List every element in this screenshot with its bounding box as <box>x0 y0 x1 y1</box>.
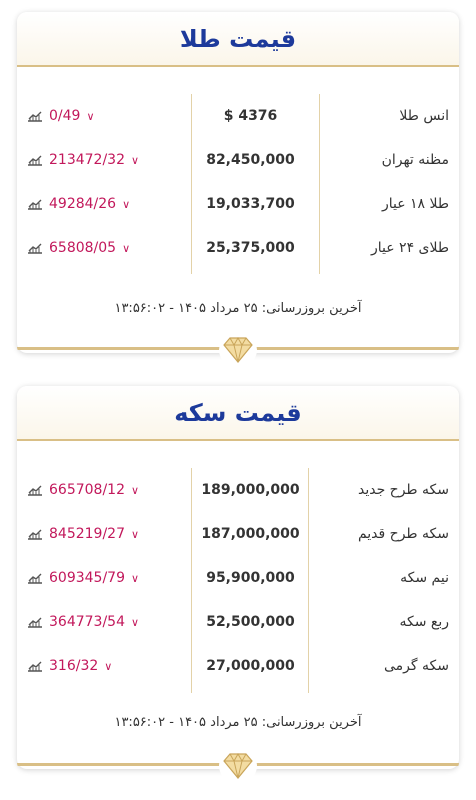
item-name: سکه طرح قدیم <box>357 526 449 542</box>
gold-row-18k[interactable] <box>17 182 459 226</box>
change-cell <box>17 570 192 586</box>
chevron-down-icon: ∨ <box>130 615 140 629</box>
change-value: 65808/05 <box>49 240 117 256</box>
diamond-icon <box>219 333 257 367</box>
coin-row-quarter[interactable] <box>17 600 459 644</box>
chevron-down-icon: ∨ <box>130 571 140 585</box>
item-name: سکه گرمی <box>384 658 449 674</box>
chevron-down-icon: ∨ <box>130 527 140 541</box>
chevron-down-icon: ∨ <box>130 153 140 167</box>
change-cell <box>17 108 192 124</box>
item-name: ربع سکه <box>399 614 449 630</box>
line-chart-icon[interactable] <box>27 660 43 672</box>
item-name: سکه طرح جدید <box>357 482 449 498</box>
chevron-down-icon: ∨ <box>122 241 131 255</box>
price-value: 187,000,000 <box>201 526 300 542</box>
price-value: 52,500,000 <box>206 614 295 630</box>
gold-price-card <box>17 12 459 353</box>
change-value: 845219/27 <box>49 526 125 542</box>
item-name: مظنه تهران <box>381 152 449 168</box>
chevron-down-icon: ∨ <box>86 109 95 123</box>
item-name: نیم سکه <box>400 570 449 586</box>
coin-price-card <box>17 386 459 769</box>
gold-row-ounce[interactable] <box>17 94 459 138</box>
change-value: 665708/12 <box>49 482 125 498</box>
change-cell <box>17 658 192 674</box>
change-cell <box>17 240 192 256</box>
price-value: 4376 $ <box>223 108 278 124</box>
gold-card-title: قیمت طلا <box>179 24 297 53</box>
change-cell <box>17 482 192 498</box>
gold-card-header <box>17 12 459 67</box>
change-cell <box>17 152 192 168</box>
card-footer-line <box>17 763 459 769</box>
gold-row-mazaneh[interactable] <box>17 138 459 182</box>
gold-row-24k[interactable] <box>17 226 459 270</box>
price-value: 82,450,000 <box>206 152 295 168</box>
price-value: 189,000,000 <box>201 482 300 498</box>
line-chart-icon[interactable] <box>27 484 43 496</box>
change-cell <box>17 526 192 542</box>
coin-card-header <box>17 386 459 441</box>
last-updated-text: آخرین بروزرسانی: ۲۵ مرداد ۱۴۰۵ - ۱۳:۵۶:۰۲ <box>114 715 362 730</box>
coin-row-half[interactable] <box>17 556 459 600</box>
change-value: 316/32 <box>49 658 99 674</box>
chevron-down-icon: ∨ <box>130 483 140 497</box>
coin-row-new[interactable] <box>17 468 459 512</box>
coin-card-title: قیمت سکه <box>174 398 302 427</box>
line-chart-icon[interactable] <box>27 528 43 540</box>
line-chart-icon[interactable] <box>27 572 43 584</box>
line-chart-icon[interactable] <box>27 110 43 122</box>
coin-row-old[interactable] <box>17 512 459 556</box>
line-chart-icon[interactable] <box>27 198 43 210</box>
card-footer-line <box>17 347 459 353</box>
coin-row-gram[interactable] <box>17 644 459 688</box>
last-updated-text: آخرین بروزرسانی: ۲۵ مرداد ۱۴۰۵ - ۱۳:۵۶:۰۲ <box>114 301 362 316</box>
item-name: انس طلا <box>399 108 449 124</box>
price-value: 95,900,000 <box>206 570 295 586</box>
change-value: 609345/79 <box>49 570 125 586</box>
diamond-icon <box>219 749 257 783</box>
price-value: 27,000,000 <box>206 658 295 674</box>
line-chart-icon[interactable] <box>27 242 43 254</box>
change-value: 364773/54 <box>49 614 125 630</box>
line-chart-icon[interactable] <box>27 154 43 166</box>
change-value: 213472/32 <box>49 152 125 168</box>
change-value: 49284/26 <box>49 196 117 212</box>
item-name: طلا ۱۸ عیار <box>381 196 449 212</box>
chevron-down-icon: ∨ <box>122 197 131 211</box>
change-value: 0/49 <box>49 108 81 124</box>
line-chart-icon[interactable] <box>27 616 43 628</box>
price-value: 19,033,700 <box>206 196 295 212</box>
chevron-down-icon: ∨ <box>104 659 113 673</box>
item-name: طلای ۲۴ عیار <box>370 240 449 256</box>
change-cell <box>17 196 192 212</box>
price-value: 25,375,000 <box>206 240 295 256</box>
change-cell <box>17 614 192 630</box>
